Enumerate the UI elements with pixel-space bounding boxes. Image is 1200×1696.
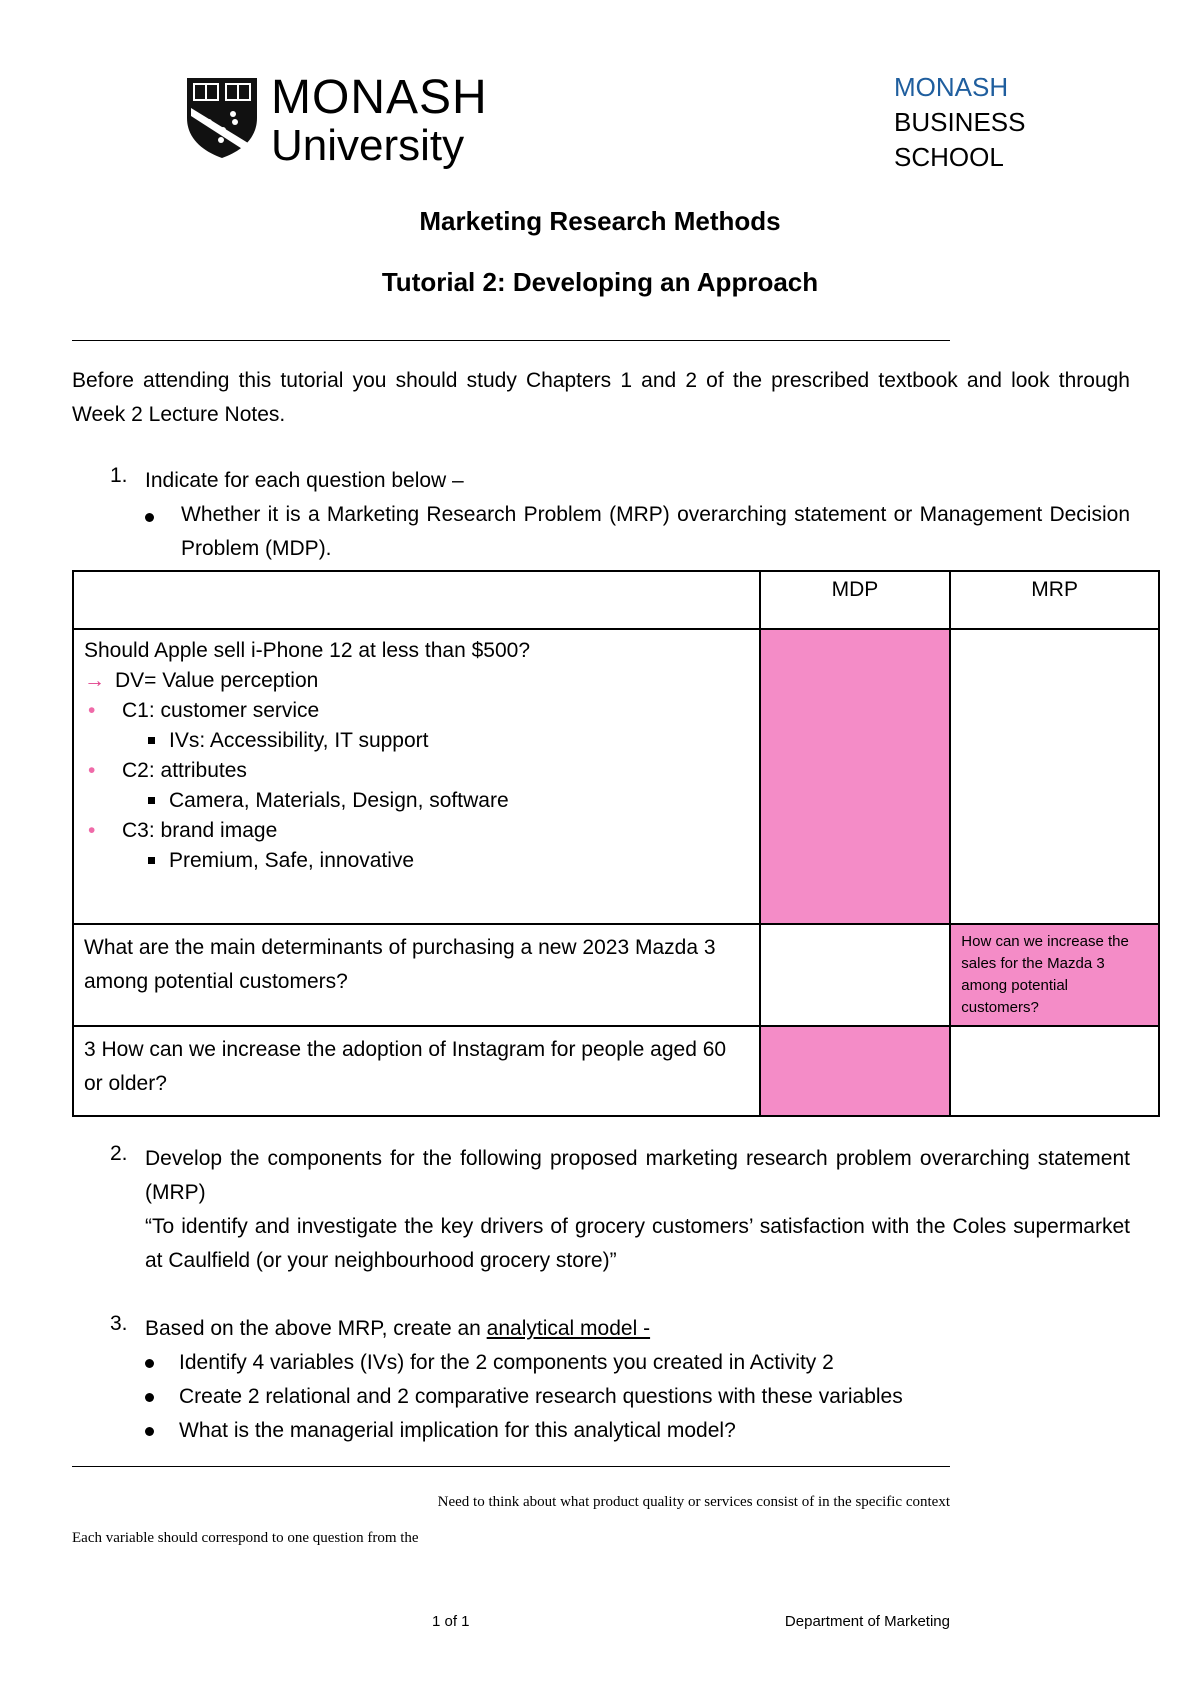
table-row	[73, 1026, 1159, 1116]
table-header-row	[73, 571, 1159, 629]
row1-c2: • C2: attributes	[84, 756, 749, 786]
q3-number: 3.	[110, 1312, 128, 1335]
q3-text	[145, 1312, 650, 1346]
row1-question-cell	[73, 629, 760, 924]
list-item: What is the managerial implication for this analytical model?	[145, 1414, 903, 1448]
q3-text-lead: Based on the above MRP, create an	[145, 1317, 487, 1340]
row2-mdp-cell	[760, 924, 951, 1026]
q1-bullet-text: Whether it is a Marketing Research Problem (MRP) overarching statement or Management Decision Problem (MDP).	[181, 503, 1130, 560]
row1-question: Should Apple sell i-Phone 12 at less than $500?	[84, 639, 530, 662]
q1-bullet-dot	[145, 509, 179, 527]
classification-table	[72, 570, 1160, 1117]
page-number: 1 of 1	[432, 1613, 470, 1630]
divider-top	[72, 340, 950, 341]
comment-note-2: Each variable should correspond to one question from the	[72, 1530, 419, 1546]
comment-note-1: Need to think about what product quality or services consist of in the specific context	[437, 1494, 950, 1510]
row1-c1-item: IVs: Accessibility, IT support	[84, 726, 749, 756]
monash-crest-icon	[183, 74, 261, 160]
row1-c1: • C1: customer service	[84, 696, 749, 726]
list-item: Create 2 relational and 2 comparative research questions with these variables	[145, 1380, 903, 1414]
q2-quote: “To identify and investigate the key drivers of grocery customers’ satisfaction with the Coles supermarket at Caulfield (or your neighbourhood grocery store)”	[145, 1215, 1130, 1272]
q3-bullet-list	[145, 1346, 903, 1448]
pink-bullet-icon: •	[88, 819, 96, 842]
square-bullet-icon	[148, 857, 155, 864]
row1-c3-item: Premium, Safe, innovative	[84, 846, 749, 876]
q1-number: 1.	[110, 464, 128, 487]
pink-bullet-icon: •	[88, 699, 96, 722]
table-row	[73, 924, 1159, 1026]
monash-university-logo	[183, 71, 488, 170]
square-bullet-icon	[148, 797, 155, 804]
row3-question: 3 How can we increase the adoption of Instagram for people aged 60 or older?	[73, 1026, 760, 1116]
table-header-mrp: MRP	[950, 571, 1159, 629]
business-school-logo	[894, 70, 1026, 175]
bullet-icon	[145, 1359, 154, 1368]
bullet-icon	[145, 1427, 154, 1436]
school-name-line3: SCHOOL	[894, 142, 1004, 172]
q3-text-underlined: analytical model -	[486, 1317, 651, 1340]
list-item: Identify 4 variables (IVs) for the 2 components you created in Activity 2	[145, 1346, 903, 1380]
row1-mrp-cell	[950, 629, 1159, 924]
q2-text: Develop the components for the following proposed marketing research problem overarching statement (MRP)	[145, 1147, 1130, 1204]
table-header-mdp: MDP	[760, 571, 951, 629]
square-bullet-icon	[148, 737, 155, 744]
document-subtitle: Tutorial 2: Developing an Approach	[381, 267, 819, 297]
intro-paragraph: Before attending this tutorial you should study Chapters 1 and 2 of the prescribed textbook and look through Week 2 Lecture Notes.	[72, 369, 1130, 426]
school-name-line2: BUSINESS	[894, 107, 1026, 137]
table-row	[73, 629, 1159, 924]
arrow-icon: →	[84, 669, 105, 692]
divider-bottom	[72, 1466, 950, 1467]
university-name-line1: MONASH	[271, 71, 488, 124]
row2-question: What are the main determinants of purchasing a new 2023 Mazda 3 among potential customers?	[73, 924, 760, 1026]
school-name-line1: MONASH	[894, 72, 1009, 102]
document-title: Marketing Research Methods	[419, 206, 781, 236]
row1-mdp-cell-highlighted	[760, 629, 951, 924]
q1-text: Indicate for each question below –	[145, 469, 464, 492]
row2-mrp-note: How can we increase the sales for the Mazda 3 among potential customers?	[950, 924, 1159, 1026]
bullet-icon	[145, 1393, 154, 1402]
q2-number: 2.	[110, 1142, 128, 1165]
row1-c3: • C3: brand image	[84, 816, 749, 846]
row1-dv: → DV= Value perception	[84, 669, 319, 692]
row3-mdp-cell-highlighted	[760, 1026, 951, 1116]
pink-bullet-icon: •	[88, 759, 96, 782]
footer-department: Department of Marketing	[784, 1613, 950, 1630]
row1-c2-item: Camera, Materials, Design, software	[84, 786, 749, 816]
row3-mrp-cell	[950, 1026, 1159, 1116]
table-header-empty	[73, 571, 760, 629]
university-name-line2: University	[271, 121, 465, 170]
